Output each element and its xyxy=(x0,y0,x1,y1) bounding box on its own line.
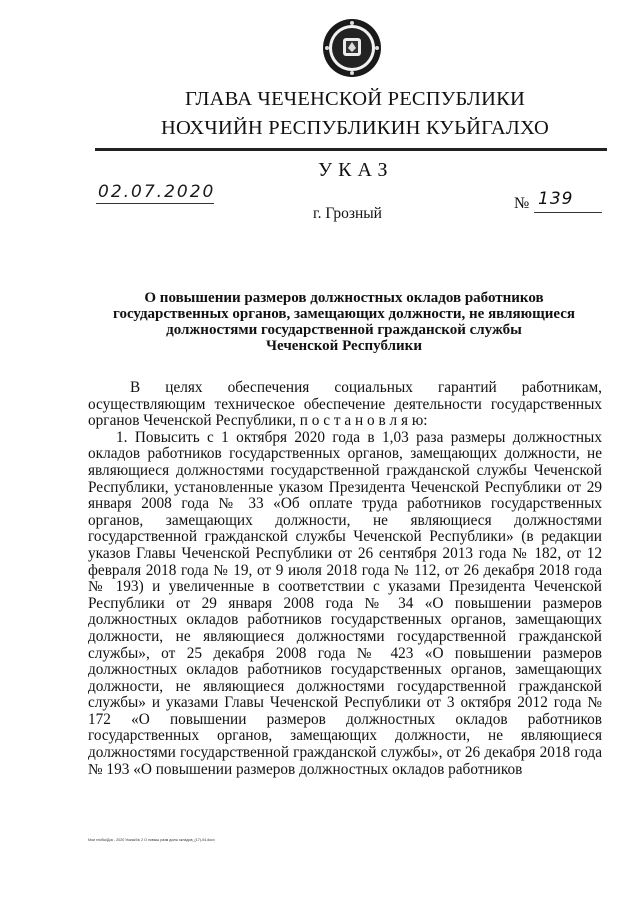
number-underline xyxy=(534,212,602,213)
document-type: УКАЗ xyxy=(318,159,394,181)
issuer-title-russian: ГЛАВА ЧЕЧЕНСКОЙ РЕСПУБЛИКИ xyxy=(185,88,525,110)
clause-1-paragraph: 1. Повысить с 1 октября 2020 года в 1,03 раза размеры должностных окладов работников государственных органов, замещающих должности, не являющиеся должностями государственной гражданской службы Чеченской Республики, установленные указом Президента Чеченской Республики от 29 января 2008 года № 33 «Об оплате труда работников государственных органов, замещающих должности, не являющиеся должностями государственной гражданской службы Чеченской Республики» (в редакции указов Главы Чеченской Республики от 26 сентября 2013 года № 182, от 12 февраля 2018 года № 19, от 9 июля 2018 года № 112, от 26 декабря 2018 года № 193) и увеличенные в соответствии с указами Президента Чеченской Республики от 29 января 2008 года № 34 «О повышении размеров должностных окладов работников государственных органов, замещающих должности, не являющиеся должностями государственной гражданской службы», от 25 декабря 2008 года № 423 «О повышении размеров должностных окладов работников государственных органов, замещающих должности, не являющиеся должностями государственной гражданской службы» и указами Главы Чеченской Республики от 3 октября 2012 года № 172 «О повышении размеров должностных окладов работников государственных органов, замещающих должности, не являющиеся должностями государственной гражданской службы», от 26 декабря 2018 года № 193 «О повышении размеров должностных окладов работников xyxy=(88,428,602,778)
document-date: 02.07.2020 xyxy=(98,182,216,202)
coat-of-arms-seal-icon xyxy=(322,18,382,78)
header-divider xyxy=(95,148,607,151)
decree-title xyxy=(84,290,604,354)
document-number: 139 xyxy=(538,189,574,209)
decree-title-line: Чеченской Республики xyxy=(266,338,422,354)
date-underline xyxy=(96,203,214,204)
issuer-title-chechen: НОХЧИЙН РЕСПУБЛИКИН КУЬЙГАЛХО xyxy=(160,117,549,139)
intro-paragraph: В целях обеспечения социальных гарантий работникам, осуществляющим техническое обеспечение деятельности государственных органов Чеченской Республики, п о с т а н о в л я ю: xyxy=(88,379,602,430)
decree-title-line: государственных органов, замещающих должности, не являющиеся xyxy=(113,306,575,322)
document-city: г. Грозный xyxy=(313,205,382,222)
decree-title-line: О повышении размеров должностных окладов работников xyxy=(144,290,544,306)
document-number-label: № xyxy=(514,195,530,212)
file-path-footer: Мои глобы\Док - 2020 Указы\№ 2 О повыш разм долж окладов_(17)-04.docx xyxy=(88,838,215,842)
decree-title-line: должностями государственной гражданской службы xyxy=(166,322,522,338)
decree-body xyxy=(88,380,602,778)
